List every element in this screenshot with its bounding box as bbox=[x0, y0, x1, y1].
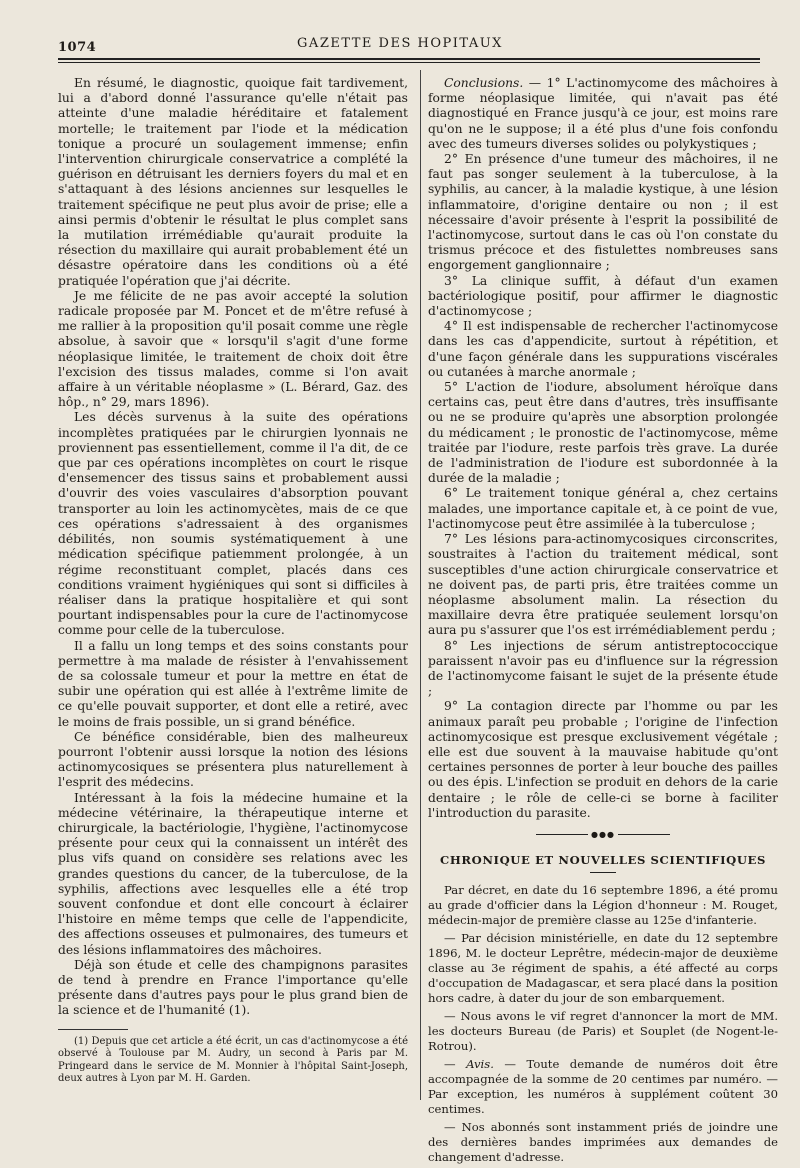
paragraph: Déjà son étude et celle des champignons parasites de tend à prendre en France l'importance qu'elle présente dans d'autres pays pour le plus grand bien de la science et de l'humanité (1). bbox=[58, 957, 408, 1018]
header-rule-thin bbox=[58, 62, 760, 63]
conclusion-item: 6° Le traitement tonique général a, chez certains malades, une importance capitale et, à ce point de vue, l'actinomycose peut être assimilée à la tuberculose ; bbox=[428, 486, 778, 531]
journal-title: GAZETTE DES HOPITAUX bbox=[297, 36, 503, 51]
paragraph: Intéressant à la fois la médecine humaine et la médecine vétérinaire, la thérapeutique interne et chirurgicale, la bactériologie, l'hygiène, l'actinomycose présente pour ceux qui la connaissent un intérêt des plus vifs quand on considère ses relations avec les grandes questions du cancer, de la tuberculose, de la syphilis, affections avec lesquelles elle a été trop souvent confondue et dont elle concourt à éclairer l'histoire en même temps que celle de l'appendicite, des affections osseuses et pulmonaires, des tumeurs et des lésions inflammatoires des mâchoires. bbox=[58, 790, 408, 957]
conclusion-item: 4° Il est indispensable de rechercher l'actinomycose dans les cas d'appendicite, surtout à répétition, et d'une façon générale dans les suppurations viscérales ou cutanées à marche anormale ; bbox=[428, 319, 778, 379]
paragraph: Ce bénéfice considérable, bien des malheureux pourront l'obtenir aussi lorsque la notion des lésions actinomycosiques se présentera plus naturellement à l'esprit des médecins. bbox=[58, 729, 408, 790]
news-item: Par décret, en date du 16 septembre 1896, a été promu au grade d'officier dans la Légion d'honneur : M. Rouget, médecin-major de première classe au 125e d'infanterie. bbox=[428, 883, 778, 928]
left-column bbox=[58, 76, 408, 1086]
ornament-line bbox=[618, 834, 670, 835]
conclusion-item: 7° Les lésions para-actinomycosiques circonscrites, soustraites à l'action du traitement médical, sont susceptibles d'une action chirurgicale conservatrice et ne doivent pas, de parti pris, être traitées comme un néoplasme absolument malin. La résection du maxillaire devra être pratiquée seulement lorsqu'on aura pu s'assurer que l'os est irrémédiablement perdu ; bbox=[428, 532, 778, 638]
paragraph: Les décès survenus à la suite des opérations incomplètes pratiquées par le chirurgien lyonnais ne proviennent pas essentiellement, comme il l'a dit, de ce que par ces opérations incomplètes on court le risque d'ensemencer des tissus sains et probablement aussi d'ouvrir des voies vasculaires d'absorption pouvant transporter au loin les actinomycètes, mais de ce que ces opérations s'adressaient à des organismes débilités, non soumis systématiquement à une médication spécifique patiemment prolongée, à un régime reconstituant complet, placés dans ces conditions vraiment hygiéniques qui sont si difficiles à réaliser dans la pratique hospitalière et qui sont pourtant indispensables pour la cure de l'actinomycose comme pour celle de la tuberculose. bbox=[58, 410, 408, 638]
news-item-avis: — Avis. — Toute demande de numéros doit être accompagnée de la somme de 20 centimes par numéro. — Par exception, les numéros à supplément coûtent 30 centimes. bbox=[428, 1057, 778, 1117]
footnote: (1) Depuis que cet article a été écrit, un cas d'actinomycose a été observé à Toulouse par M. Audry, un second à Paris par M. Pringeard dans le service de M. Monnier à l'hôpital Saint-Joseph, deux autres à Lyon par M. H. Garden. bbox=[58, 1035, 408, 1085]
header-rule bbox=[58, 58, 760, 60]
conclusion-item: 9° La contagion directe par l'homme ou par les animaux paraît peu probable ; l'origine de l'infection actinomycosique est presque exclusivement végétale ; elle est due souvent à la mauvaise habitude qu'ont certaines personnes de porter à leur bouche des pailles ou des épis. L'infection se produit en dehors de la carie dentaire ; le rôle de celle-ci se borne à faciliter l'introduction du parasite. bbox=[428, 699, 778, 820]
section-title: CHRONIQUE ET NOUVELLES SCIENTIFIQUES bbox=[440, 852, 766, 867]
footnote-rule bbox=[58, 1029, 128, 1030]
paragraph: Je me félicite de ne pas avoir accepté la solution radicale proposée par M. Poncet et de m'être refusé à me rallier à la proposition qu'il posait comme une règle absolue, à savoir que « lorsqu'il s'agit d'une forme néoplasique limitée, le traitement de choix doit être l'excision des tissus malades, comme si l'on avait affaire à un véritable néoplasme » (L. Bérard, Gaz. des hôp., n° 29, mars 1896). bbox=[58, 288, 408, 410]
conclusions-intro bbox=[428, 76, 778, 152]
column-divider bbox=[420, 70, 421, 1100]
news-item: — Par décision ministérielle, en date du 12 septembre 1896, M. le docteur Leprêtre, médecin-major de deuxième classe au 3e régiment de spahis, a été affecté au corps d'occupation de Madagascar, et sera placé dans la position hors cadre, à dater du jour de son embarquement. bbox=[428, 931, 778, 1006]
page-number: 1074 bbox=[58, 40, 97, 55]
section-ornament bbox=[428, 831, 778, 839]
conclusion-item: 8° Les injections de sérum antistreptococcique paraissent n'avoir pas eu d'influence sur la régression de l'actinomycome faisant le sujet de la présente étude ; bbox=[428, 638, 778, 699]
conclusions-label: Conclusions. bbox=[444, 76, 524, 90]
avis-text: — Toute demande de numéros doit être accompagnée de la somme de 20 centimes par numéro. — Par exception, les numéros à supplément coûtent 30 centimes. bbox=[428, 1057, 778, 1117]
ornament-line bbox=[536, 834, 588, 835]
conclusion-1: — 1° L'actinomycome des mâchoires à forme néoplasique limitée, qui n'avait pas été diagnostiqué en France jusqu'à ce jour, est moins rare qu'on ne le suppose; il a été plus d'une fois confondu avec des tumeurs diverses solides ou polykystiques ; bbox=[428, 76, 778, 151]
conclusion-item: 3° La clinique suffit, à défaut d'un examen bactériologique positif, pour affirmer le diagnostic d'actinomycose ; bbox=[428, 273, 778, 319]
right-column bbox=[428, 76, 778, 1168]
ornament-dots: ●●● bbox=[591, 829, 615, 839]
conclusion-item: 5° L'action de l'iodure, absolument héroïque dans certains cas, peut être dans d'autres, très insuffisante ou ne se produire qu'après une absorption prolongée du médicament ; le pronostic de l'actinomycose, même traitée par l'iodure, reste parfois très grave. La durée de l'administration de l'iodure est subordonnée à la durée de la maladie ; bbox=[428, 380, 778, 486]
news-item: — Nous avons le vif regret d'annoncer la mort de MM. les docteurs Bureau (de Paris) et Souplet (de Nogent-le-Rotrou). bbox=[428, 1009, 778, 1054]
conclusion-item: 2° En présence d'une tumeur des mâchoires, il ne faut pas songer seulement à la tuberculose, à la syphilis, au cancer, à la maladie kystique, à une lésion inflammatoire, d'origine dentaire ou non ; il est nécessaire d'avoir présente à l'esprit la possibilité de l'actinomycose, surtout dans le cas où l'on constate du trismus précoce et des fistulettes nombreuses sans engorgement ganglionnaire ; bbox=[428, 152, 778, 273]
news-list bbox=[428, 883, 778, 1165]
paragraph: En résumé, le diagnostic, quoique fait tardivement, lui a d'abord donné l'assurance qu'elle n'était pas atteinte d'une maladie héréditaire et fatalement mortelle; le traitement par l'iode et la médication tonique a procuré un soulagement immense; enfin l'intervention chirurgicale conservatrice a complété la guérison en détruisant les derniers foyers du mal et en s'attaquant à des lésions anciennes sur lesquelles le traitement spécifique ne peut plus avoir de prise; elle a ainsi permis d'obtenir le résultat le plus complet sans la mutilation irrémédiable qu'aurait produite la résection du maxillaire qui aurait probablement été un désastre opératoire dans les conditions où a été pratiquée l'opération que j'ai décrite. bbox=[58, 76, 408, 288]
avis-label: Avis. bbox=[466, 1057, 494, 1072]
title-rule bbox=[590, 872, 616, 873]
paragraph: Il a fallu un long temps et des soins constants pour permettre à ma malade de résister à l'envahissement de sa colossale tumeur et pour la mettre en état de subir une opération qui est allée à l'extrême limite de ce qu'elle pouvait supporter, et dont elle a retiré, avec le moins de frais possible, un si grand bénéfice. bbox=[58, 638, 408, 729]
news-item: — Nos abonnés sont instamment priés de joindre une des dernières bandes imprimées aux demandes de changement d'adresse. bbox=[428, 1120, 778, 1165]
